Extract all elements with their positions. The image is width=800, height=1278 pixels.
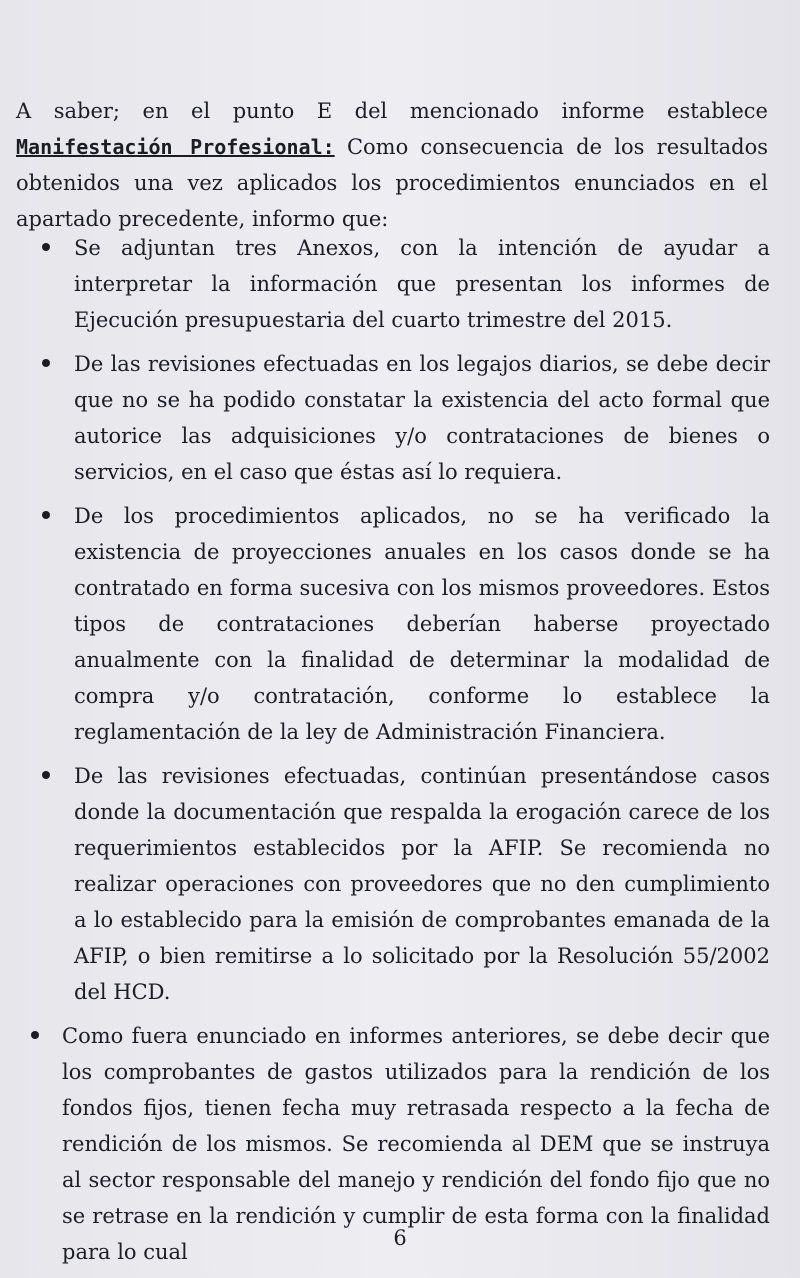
list-item-text: De las revisiones efectuadas en los legajos diarios, se debe decir que no se ha podido constatar la existencia del acto formal que autorice las adquisiciones y/o contrataciones de bienes o servicios, en el caso que éstas así lo requiera. <box>74 352 770 484</box>
intro-lead-text: A saber; en el punto E del mencionado informe establece <box>16 99 768 123</box>
bullet-icon <box>31 1031 39 1039</box>
list-item-text: De los procedimientos aplicados, no se ha verificado la existencia de proyecciones anuales en los casos donde se ha contratado en forma sucesiva con los mismos proveedores. Estos tipos de contrataciones deberían haberse proyectado anualmente con la finalidad de determinar la modalidad de compra y/o contratación, conforme lo establece la reglamentación de la ley de Administración Financiera. <box>74 504 770 744</box>
list-item <box>0 758 800 1010</box>
list-item-text: De las revisiones efectuadas, continúan presentándose casos donde la documentación que respalda la erogación carece de los requerimientos establecidos por la AFIP. Se recomienda no realizar operaciones con proveedores que no den cumplimiento a lo establecido para la emisión de comprobantes emanada de la AFIP, o bien remitirse a lo solicitado por la Resolución 55/2002 del HCD. <box>74 764 770 1004</box>
section-heading: Manifestación Profesional: <box>16 135 335 159</box>
findings-list <box>0 230 800 1278</box>
list-item-text: Se adjuntan tres Anexos, con la intención de ayudar a interpretar la información que presentan los informes de Ejecución presupuestaria del cuarto trimestre del 2015. <box>74 236 770 332</box>
bullet-icon <box>42 359 50 367</box>
list-item <box>0 230 800 338</box>
list-item <box>0 346 800 490</box>
list-item-text: Como fuera enunciado en informes anteriores, se debe decir que los comprobantes de gastos utilizados para la rendición de los fondos fijos, tienen fecha muy retrasada respecto a la fecha de rendición de los mismos. Se recomienda al DEM que se instruya al sector responsable del manejo y rendición del fondo fijo que no se retrase en la rendición y cumplir de esta forma con la finalidad para lo cual <box>62 1024 770 1264</box>
page-number: 6 <box>393 1226 407 1250</box>
bullet-icon <box>42 771 50 779</box>
list-item <box>0 498 800 750</box>
bullet-icon <box>42 243 50 251</box>
bullet-icon <box>42 511 50 519</box>
intro-rest-text: Como consecuencia de los resultados obtenidos una vez aplicados los procedimientos enunciados en el apartado precedente, informo que: <box>16 135 768 231</box>
intro-paragraph <box>16 93 768 237</box>
